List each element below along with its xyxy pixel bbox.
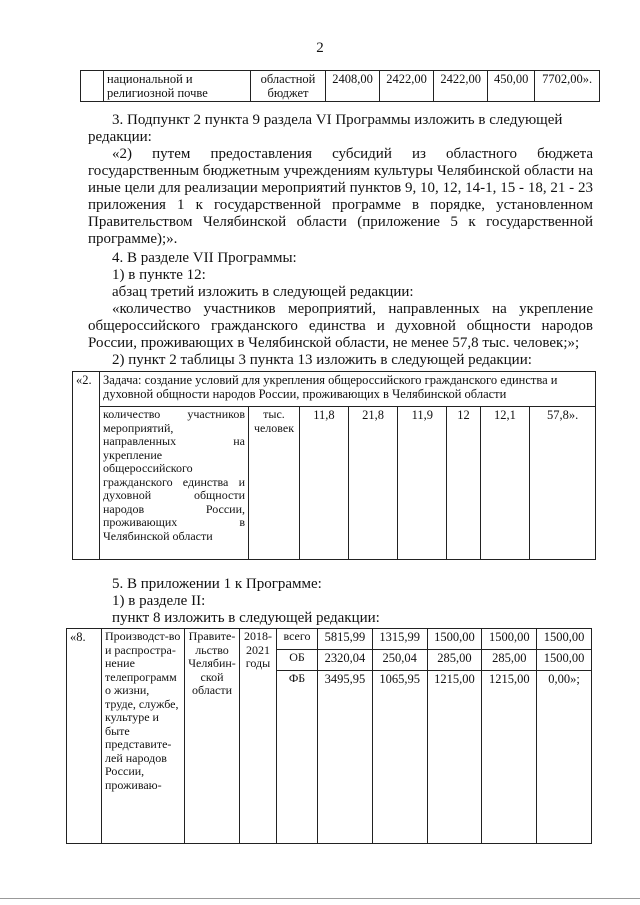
table-cell: 1500,00 xyxy=(427,629,482,650)
table-cell: 450,00 xyxy=(488,71,535,102)
unit-cell: тыс. человек xyxy=(249,407,300,560)
paragraph-5-1: 1) в разделе II: xyxy=(112,593,206,609)
period-cell: 2018-2021 годы xyxy=(240,629,277,844)
table-3 xyxy=(72,371,596,560)
paragraph-5-p8: пункт 8 изложить в следующей редакции: xyxy=(112,610,380,626)
table-cell: 2408,00 xyxy=(326,71,380,102)
table-row xyxy=(73,372,596,407)
table-cell: 285,00 xyxy=(482,650,537,671)
table-cell: 1215,00 xyxy=(427,671,482,844)
source-cell: ФБ xyxy=(277,671,318,844)
paragraph-4-1: 1) в пункте 12: xyxy=(112,267,206,283)
paragraph-3: 3. Подпункт 2 пункта 9 раздела VI Программы изложить в следующей редакции: xyxy=(88,112,563,145)
table-cell: 12 xyxy=(447,407,480,560)
table-cell: национальной и религиозной почве xyxy=(104,71,251,102)
table-cell: 12,1 xyxy=(480,407,530,560)
table-cell xyxy=(81,71,104,102)
table-cell: 1500,00 xyxy=(537,650,592,671)
table-cell: 250,04 xyxy=(372,650,427,671)
table-cell: 7702,00». xyxy=(535,71,600,102)
paragraph-3-quote: «2) путем предоставления субсидий из областного бюджета государственным бюджетным учреждениям культуры Челябинской области на иные цели для реализации мероприятий пунктов 9, 10, 12, 14-1, 15 - 18, 21 - 23 приложения 1 к государственной программе в порядке, установленном Правительством Челябинской области (приложение 5 к государственной программе);». xyxy=(88,146,593,247)
table-cell: 0,00»; xyxy=(537,671,592,844)
paragraph-4-2: 2) пункт 2 таблицы 3 пункта 13 изложить в следующей редакции: xyxy=(112,352,532,368)
table-cell: 1500,00 xyxy=(482,629,537,650)
table-row xyxy=(81,71,600,102)
table-row xyxy=(73,407,596,560)
source-cell: ОБ xyxy=(277,650,318,671)
table-cell: 2422,00 xyxy=(434,71,488,102)
task-cell: Задача: создание условий для укрепления общероссийского гражданского единства и духовной общности народов России, проживающих в Челябинской области xyxy=(100,372,596,407)
table-cell: 1315,99 xyxy=(372,629,427,650)
table-cell: областной бюджет xyxy=(251,71,326,102)
table-cell: «8. xyxy=(67,629,102,844)
table-cell: 1065,95 xyxy=(372,671,427,844)
paragraph-4-abzac: абзац третий изложить в следующей редакции: xyxy=(112,284,414,300)
name-cell: Производст-во и распростра-нение телепрограмм о жизни, труде, службе, культуре и быте представите-лей народов России, проживаю- xyxy=(102,629,185,844)
table-cell: 1215,00 xyxy=(482,671,537,844)
paragraph-4: 4. В разделе VII Программы: xyxy=(112,250,297,266)
source-cell: всего xyxy=(277,629,318,650)
table-cell: 5815,99 xyxy=(318,629,373,650)
paragraph-5: 5. В приложении 1 к Программе: xyxy=(112,576,322,592)
page-bottom-divider xyxy=(0,898,640,899)
table-cell: 1500,00 xyxy=(537,629,592,650)
table-row xyxy=(67,629,592,650)
table-cell: 2320,04 xyxy=(318,650,373,671)
paragraph-4-quote: «количество участников мероприятий, направленных на укрепление общероссийского гражданского единства и духовной общности народов России, проживающих в Челябинской области, не менее 57,8 тыс. человек;»; xyxy=(88,301,593,351)
page-number: 2 xyxy=(316,40,324,56)
table-cell: «2. xyxy=(73,372,100,560)
table-cell: 11,8 xyxy=(300,407,349,560)
table-cell: 21,8 xyxy=(348,407,398,560)
table-cell: 2422,00 xyxy=(380,71,434,102)
table-cell: 3495,95 xyxy=(318,671,373,844)
table-cell: 285,00 xyxy=(427,650,482,671)
executor-cell: Правите-льство Челябин-ской области xyxy=(185,629,240,844)
top-table xyxy=(80,70,600,102)
table-cell: 57,8». xyxy=(530,407,596,560)
indicator-cell: количество участников мероприятий, направленных на укрепление общероссийского гражданского единства и духовной общности народов России, проживающих в Челябинской области xyxy=(100,407,249,560)
table-8 xyxy=(66,628,592,844)
table-cell: 11,9 xyxy=(398,407,447,560)
